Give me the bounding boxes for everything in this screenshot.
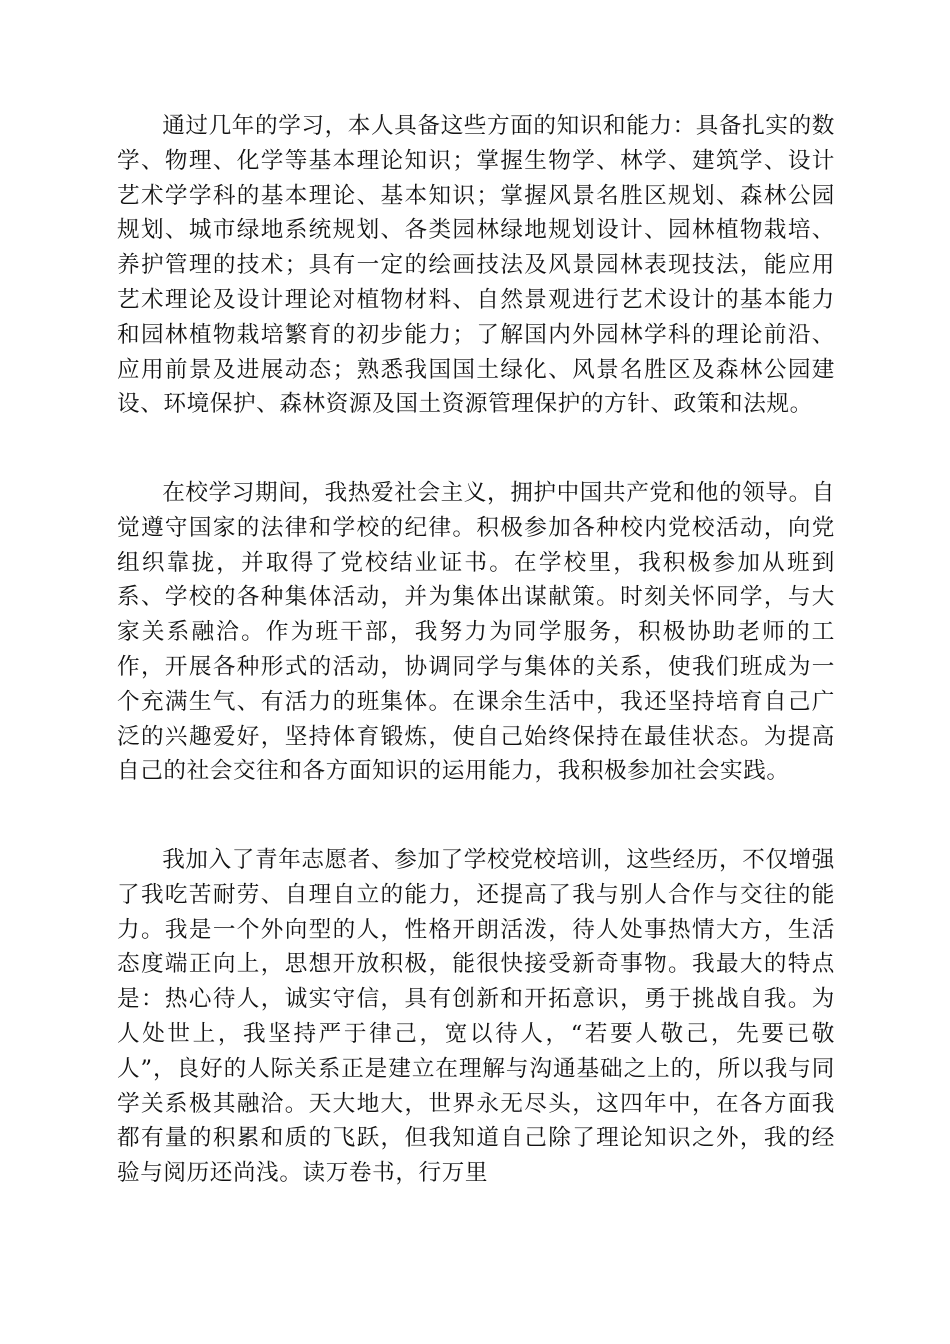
document-body [117,109,835,1210]
paragraph-study-abilities: 通过几年的学习，本人具备这些方面的知识和能力：具备扎实的数学、物理、化学等基本理论知识；掌握生物学、林学、建筑学、设计艺术学学科的基本理论、基本知识；掌握风景名胜区规划、森林公园规划、城市绿地系统规划、各类园林绿地规划设计、园林植物栽培、养护管理的技术；具有一定的绘画技法及风景园林表现技法，能应用艺术理论及设计理论对植物材料、自然景观进行艺术设计的基本能力和园林植物栽培繁育的初步能力；了解国内外园林学科的理论前沿、应用前景及进展动态；熟悉我国国土绿化、风景名胜区及森林公园建设、环境保护、森林资源及国土资源管理保护的方针、政策和法规。 [117,113,835,418]
paragraph-school-activities: 在校学习期间，我热爱社会主义，拥护中国共产党和他的领导。自觉遵守国家的法律和学校的纪律。积极参加各种校内党校活动，向党组织靠拢，并取得了党校结业证书。在学校里，我积极参加从班到系、学校的各种集体活动，并为集体出谋献策。时刻关怀同学，与大家关系融洽。作为班干部，我努力为同学服务，积极协助老师的工作，开展各种形式的活动，协调同学与集体的关系，使我们班成为一个充满生气、有活力的班集体。在课余生活中，我还坚持培育自己广泛的兴趣爱好，坚持体育锻炼，使自己始终保持在最佳状态。为提高自己的社会交往和各方面知识的运用能力，我积极参加社会实践。 [117,480,835,785]
paragraph-personal-character: 我加入了青年志愿者、参加了学校党校培训，这些经历，不仅增强了我吃苦耐劳、自理自立的能力，还提高了我与别人合作与交往的能力。我是一个外向型的人，性格开朗活泼，待人处事热情大方，生活态度端正向上，思想开放积极，能很快接受新奇事物。我最大的特点是：热心待人，诚实守信，具有创新和开拓意识，勇于挑战自我。为人处世上，我坚持严于律己，宽以待人，“若要人敬己，先要已敬人”，良好的人际关系正是建立在理解与沟通基础之上的，所以我与同学关系极其融洽。天大地大，世界永无尽头，这四年中，在各方面我都有量的积累和质的飞跃，但我知道自己除了理论知识之外，我的经验与阅历还尚浅。读万卷书，行万里 [117,847,835,1187]
